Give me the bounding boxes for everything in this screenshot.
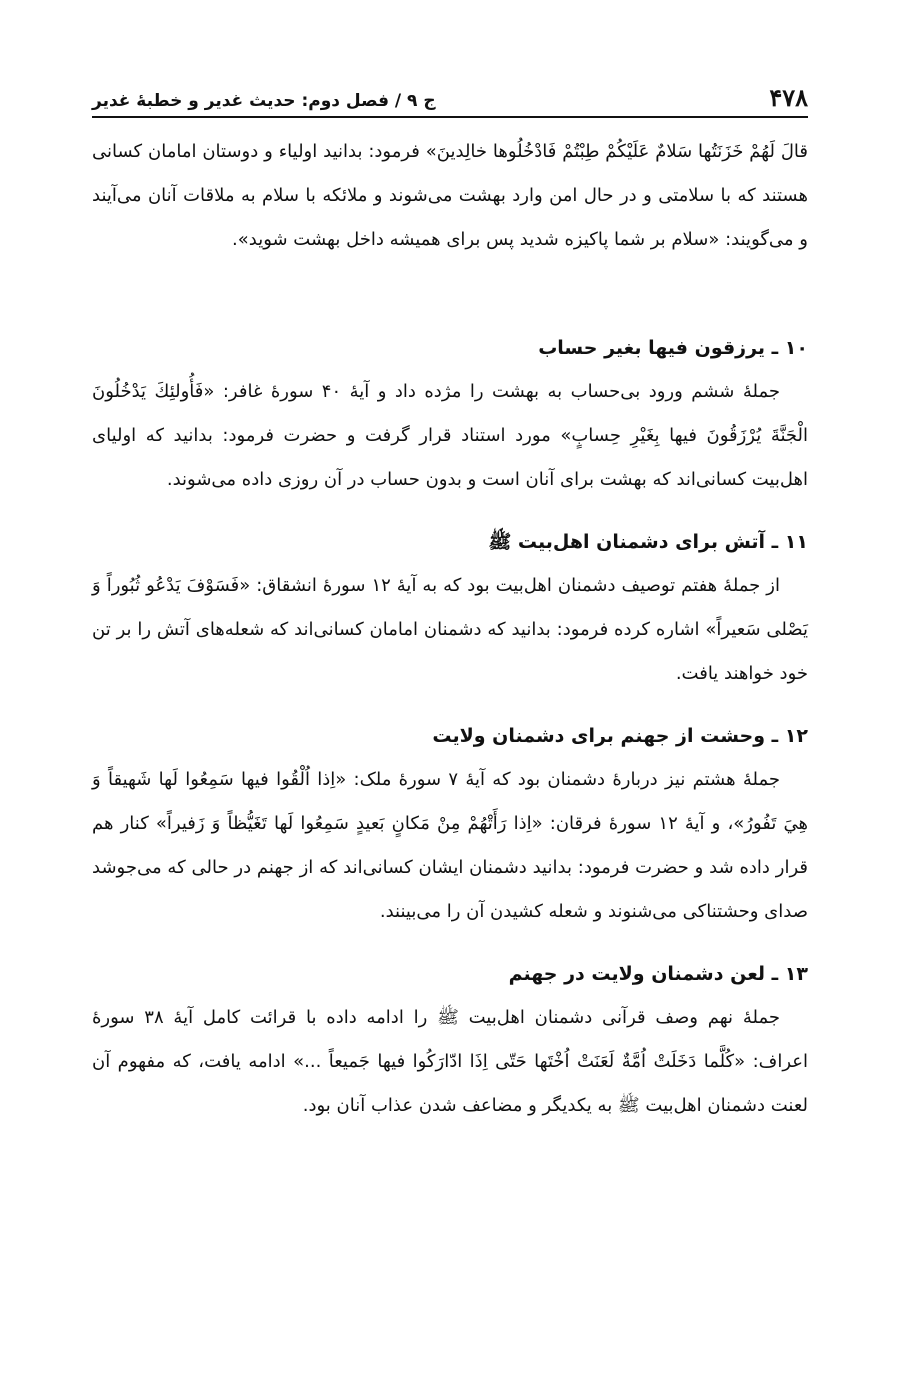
page-header [92, 70, 808, 118]
running-title: ج ۹ / فصل دوم: حدیث غدیر و خطبهٔ غدیر [92, 91, 436, 111]
section-heading-11: ۱۱ ـ آتش برای دشمنان اهل‌بیت ﷺ [488, 531, 808, 553]
page-number: ۴۷۸ [769, 83, 808, 112]
paragraph-section-13: جملهٔ نهم وصف قرآنی دشمنان اهل‌بیت ﷺ را ادامه داده با قرائت کامل آیهٔ ۳۸ سورهٔ اعراف: «كُلَّما دَخَلَتْ اُمَّةٌ لَعَنَتْ اُخْتَها حَتّى اِذَا ادّارَكُوا فيها جَميعاً ...» ادامه یافت، که مفهوم آن لعنت دشمنان اهل‌بیت ﷺ به یکدیگر و مضاعف شدن عذاب آنان بود. [92, 1007, 808, 1116]
paragraph-section-10: جملهٔ ششم ورود بی‌حساب به بهشت را مژده داد و آیهٔ ۴۰ سورهٔ غافر: «فَأُولئِكَ يَدْخُلُونَ الْجَنَّةَ يُرْزَقُونَ فيها بِغَيْرِ حِسابٍ» مورد استناد قرار گرفت و حضرت فرمود: بدانید که اولیای اهل‌بیت کسانی‌اند که بهشت برای آنان است و بدون حساب در آن روزی داده می‌شوند. [92, 381, 808, 490]
paragraph-section-11: از جملهٔ هفتم توصیف دشمنان اهل‌بیت بود که به آیهٔ ۱۲ سورهٔ انشقاق: «فَسَوْفَ يَدْعُو ثُبُوراً وَ يَصْلى سَعيراً» اشاره کرده فرمود: بدانید که دشمنان امامان کسانی‌اند که شعله‌های آتش را بر تن خود خواهند یافت. [92, 575, 808, 684]
section-heading-12: ۱۲ ـ وحشت از جهنم برای دشمنان ولایت [432, 725, 808, 747]
paragraph-section-12: جملهٔ هشتم نیز دربارهٔ دشمنان بود که آیهٔ ۷ سورهٔ ملک: «اِذا اُلْقُوا فيها سَمِعُوا لَها شَهيقاً وَ هِيَ تَفُورُ»، و آیهٔ ۱۲ سورهٔ فرقان: «اِذا رَأَتْهُمْ مِنْ مَكانٍ بَعيدٍ سَمِعُوا لَها تَغَيُّظاً وَ زَفيراً» کنار هم قرار داده شد و حضرت فرمود: بدانید دشمنان ایشان کسانی‌اند که از جهنم در حالی که می‌جوشد صدای وحشتناکی می‌شنوند و شعله کشیدن آن را می‌بینند. [92, 769, 808, 922]
paragraph-continuation: قالَ لَهُمْ خَزَنَتُها سَلامٌ عَلَيْكُمْ طِبْتُمْ فَادْخُلُوها خالِدينَ» فرمود: بدانید اولیاء و دوستان امامان کسانی هستند که با سلامتی و در حال امن وارد بهشت می‌شوند و ملائکه با سلام به ملاقات آنان می‌آیند و می‌گویند: «سلام بر شما پاکیزه شدید پس برای همیشه داخل بهشت شوید». [92, 141, 808, 250]
body-text [92, 130, 808, 1128]
section-heading-13: ۱۳ ـ لعن دشمنان ولایت در جهنم [508, 963, 808, 985]
section-heading-10: ۱۰ ـ یرزقون فیها بغیر حساب [538, 337, 808, 359]
